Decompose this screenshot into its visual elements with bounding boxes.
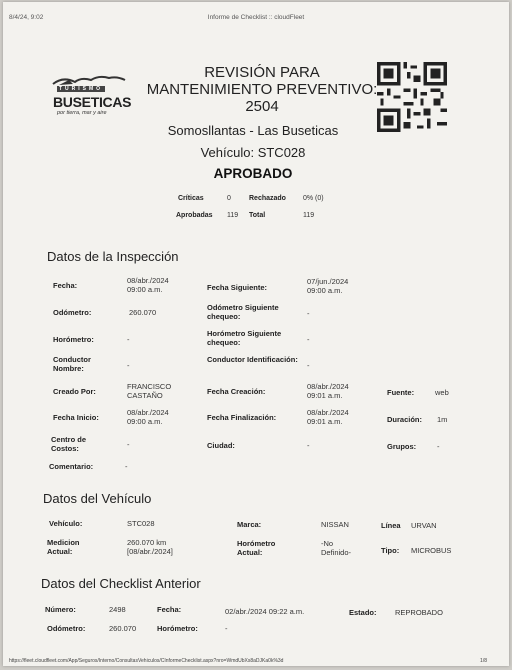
aprobadas-label: Aprobadas [176, 212, 213, 219]
marca-value: NISSAN [321, 520, 349, 529]
page-number: 1/8 [480, 658, 487, 664]
conductor-nombre-label: Conductor Nombre: [53, 355, 91, 373]
vehicle-data-heading: Datos del Vehículo [43, 491, 152, 506]
grupos-value: - [437, 442, 440, 451]
duracion-label: Duración: [387, 415, 423, 424]
fecha-creacion-value: 08/abr./2024 09:01 a.m. [307, 382, 349, 400]
numero-label: Número: [45, 605, 76, 614]
centro-costos-value: - [127, 440, 130, 449]
fecha-creacion-label: Fecha Creación: [207, 387, 266, 396]
document-page [3, 2, 509, 666]
fuente-label: Fuente: [387, 388, 415, 397]
rechazado-value: 0% (0) [303, 195, 324, 202]
creado-por-label: Creado Por: [53, 387, 96, 396]
estado-label: Estado: [349, 608, 377, 617]
fecha-label: Fecha: [53, 281, 78, 290]
criticas-value: 0 [227, 195, 231, 202]
creado-por-value: FRANCISCO CASTAÑO [127, 382, 172, 400]
prev-fecha-label: Fecha: [157, 605, 182, 614]
total-value: 119 [303, 212, 315, 219]
logo-text-top: TURISMO [59, 86, 104, 92]
grupos-label: Grupos: [387, 442, 417, 451]
vehiculo-value: STC028 [127, 519, 155, 528]
company-name: Somosllantas - Las Buseticas [167, 123, 339, 138]
status-result: APROBADO [213, 166, 293, 181]
linea-value: URVAN [411, 521, 437, 530]
print-datetime: 8/4/24, 9:02 [9, 14, 44, 21]
vehicle-heading: Vehículo: STC028 [200, 145, 306, 160]
comentario-label: Comentario: [49, 462, 94, 471]
prev-odometro-label: Odómetro: [47, 624, 86, 633]
page-url: https://fleet.cloudfleet.com/App/Seguros/Interno/ConsultasVehiculos/CInformeChecklist.aspx?nro=WmdUbXs8aDJKa0k%3d [9, 658, 284, 664]
fecha-siguiente-value: 07/jun./2024 09:00 a.m. [307, 277, 349, 295]
ciudad-label: Ciudad: [207, 441, 235, 450]
horometro-actual-value: -No Definido- [321, 539, 352, 557]
ciudad-value: - [307, 441, 310, 450]
fecha-siguiente-label: Fecha Siguiente: [207, 283, 268, 292]
centro-costos-label: Centro de Costos: [51, 435, 87, 453]
linea-label: Línea [381, 521, 401, 530]
previous-checklist-heading: Datos del Checklist Anterior [41, 576, 201, 591]
aprobadas-value: 119 [227, 212, 239, 219]
conductor-identificacion-value: - [307, 361, 310, 370]
tipo-label: Tipo: [381, 546, 400, 555]
logo-tagline: por tierra, mar y aire [57, 110, 107, 116]
conductor-identificacion-label: Conductor Identificación: [207, 355, 298, 364]
odometro-siguiente-label: Odómetro Siguiente chequeo: [207, 303, 279, 321]
fecha-inicio-label: Fecha Inicio: [53, 413, 99, 422]
numero-value: 2498 [109, 605, 126, 614]
horometro-actual-label: Horómetro Actual: [237, 539, 276, 557]
medicion-actual-label: Medicion Actual: [47, 538, 80, 556]
print-doc-title: Informe de Checklist :: cloudFleet [207, 14, 305, 21]
odometro-value: 260.070 [129, 308, 157, 317]
fecha-finalizacion-label: Fecha Finalización: [207, 413, 277, 422]
fecha-value: 08/abr./2024 09:00 a.m. [127, 276, 169, 294]
prev-horometro-label: Horómetro: [157, 624, 198, 633]
duracion-value: 1m [437, 415, 448, 424]
prev-odometro-value: 260.070 [109, 624, 137, 633]
odometro-siguiente-value: - [307, 309, 310, 318]
medicion-actual-value: 260.070 km [08/abr./2024] [127, 538, 173, 556]
marca-label: Marca: [237, 520, 262, 529]
report-title: REVISIÓN PARA MANTENIMIENTO PREVENTIVO: 2504 [146, 64, 378, 115]
print-footer [9, 658, 509, 664]
fecha-finalizacion-value: 08/abr./2024 09:01 a.m. [307, 408, 349, 426]
fecha-inicio-value: 08/abr./2024 09:00 a.m. [127, 408, 169, 426]
prev-horometro-value: - [225, 624, 228, 633]
prev-fecha-value: 02/abr./2024 09:22 a.m. [225, 607, 305, 616]
rechazado-label: Rechazado [249, 195, 286, 202]
conductor-nombre-value: - [127, 361, 130, 370]
horometro-label: Horómetro: [53, 335, 94, 344]
estado-value: REPROBADO [395, 608, 443, 617]
inspection-heading: Datos de la Inspección [47, 249, 179, 264]
criticas-label: Críticas [178, 195, 204, 202]
company-logo [51, 74, 133, 120]
horometro-siguiente-label: Horómetro Siguiente chequeo: [207, 329, 282, 347]
horometro-value: - [127, 335, 130, 344]
horometro-siguiente-value: - [307, 335, 310, 344]
odometro-label: Odómetro: [53, 308, 92, 317]
total-label: Total [249, 212, 266, 219]
tipo-value: MICROBUS [411, 546, 452, 555]
qr-code-icon [377, 62, 447, 132]
vehiculo-label: Vehículo: [49, 519, 83, 528]
fuente-value: web [435, 388, 449, 397]
logo-text-main: BUSETICAS [53, 94, 132, 110]
comentario-value: - [125, 462, 128, 471]
